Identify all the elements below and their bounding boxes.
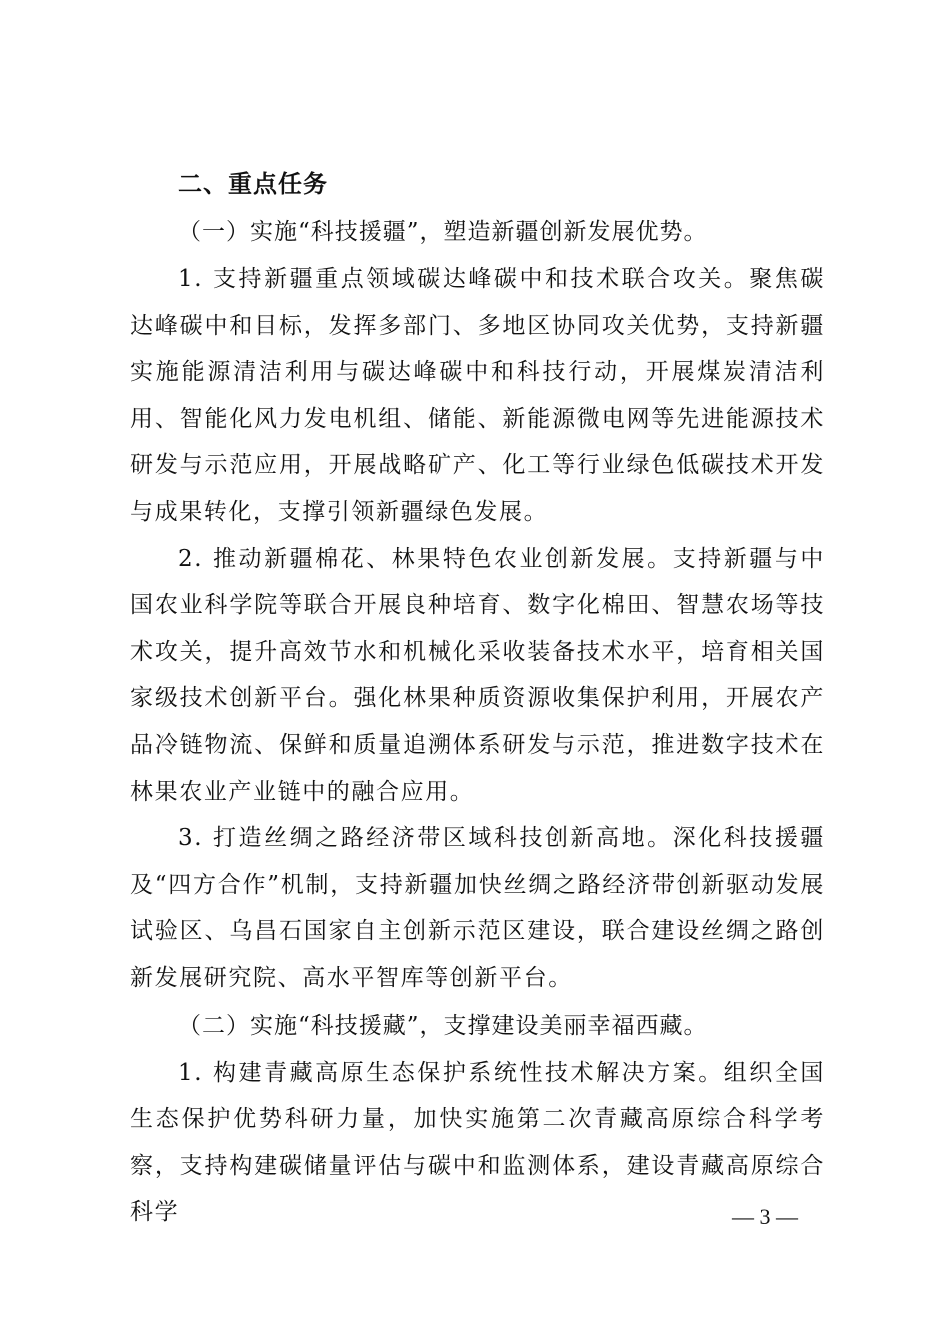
document-body: [130, 160, 825, 1236]
paragraph-xinjiang-silk-road: 3. 打造丝绸之路经济带区域科技创新高地。深化科技援疆及“四方合作”机制，支持新疆加快丝绸之路经济带创新驱动发展试验区、乌昌石国家自主创新示范区建设，联合建设丝绸之路创新发展研究院、高水平智库等创新平台。: [130, 825, 825, 991]
section-heading: 二、重点任务: [178, 170, 328, 198]
page-number: — 3 —: [732, 1204, 798, 1229]
subsection-title-xinjiang: （一）实施“科技援疆”，塑造新疆创新发展优势。: [178, 219, 708, 245]
subsection-title-tibet: （二）实施“科技援藏”，支撑建设美丽幸福西藏。: [178, 1012, 708, 1039]
paragraph-xinjiang-agriculture: 2. 推动新疆棉花、林果特色农业创新发展。支持新疆与中国农业科学院等联合开展良种培育、数字化棉田、智慧农场等技术攻关，提升高效节水和机械化采收装备技术水平，培育相关国家级技术创新平台。强化林果种质资源收集保护利用，开展农产品冷链物流、保鲜和质量追溯体系研发与示范，推进数字技术在林果农业产业链中的融合应用。: [130, 545, 825, 805]
paragraph-tibet-ecology: 1. 构建青藏高原生态保护系统性技术解决方案。组织全国生态保护优势科研力量，加快实施第二次青藏高原综合科学考察，支持构建碳储量评估与碳中和监测体系，建设青藏高原综合科学: [130, 1059, 825, 1226]
paragraph-xinjiang-carbon: 1. 支持新疆重点领域碳达峰碳中和技术联合攻关。聚焦碳达峰碳中和目标，发挥多部门、多地区协同攻关优势，支持新疆实施能源清洁利用与碳达峰碳中和科技行动，开展煤炭清洁利用、智能化风力发电机组、储能、新能源微电网等先进能源技术研发与示范应用，开展战略矿产、化工等行业绿色低碳技术开发与成果转化，支撑引领新疆绿色发展。: [130, 266, 825, 525]
